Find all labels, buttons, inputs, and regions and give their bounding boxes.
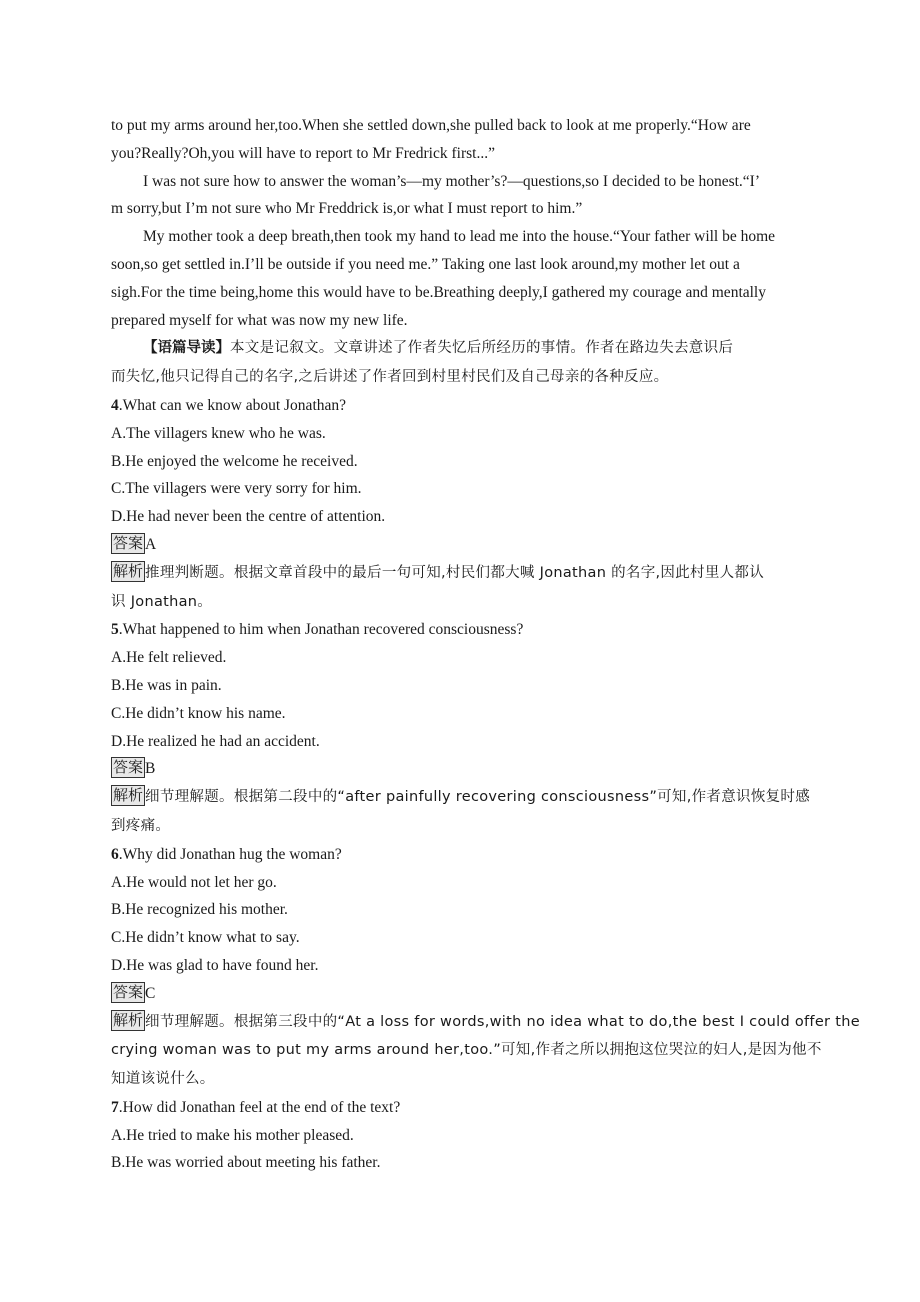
passage-line: My mother took a deep breath,then took my hand to lead me into the house.“Your father will be home [143, 228, 776, 246]
option: B.He recognized his mother. [111, 901, 288, 919]
answer-tag: 答案 [113, 982, 144, 1001]
option: D.He was glad to have found her. [111, 956, 319, 974]
option: C.He didn’t know his name. [111, 704, 286, 722]
passage-line: sigh.For the time being,home this would have to be.Breathing deeply,I gathered my courage and mentally [111, 283, 766, 301]
question-number: 5 [111, 621, 119, 639]
analysis-text: 知道该说什么。 [111, 1071, 215, 1088]
analysis-tag: 解析 [113, 1010, 144, 1029]
question-text: .Why did Jonathan hug the woman? [118, 845, 342, 863]
passage-paragraph-1 [111, 112, 809, 168]
question-5 [111, 616, 809, 840]
passage-line: you?Really?Oh,you will have to report to Mr Fredrick first...” [111, 144, 495, 162]
option: C.He didn’t know what to say. [111, 929, 300, 947]
question-text: .What can we know about Jonathan? [118, 396, 347, 414]
passage-line: soon,so get settled in.I’ll be outside if you need me.” Taking one last look around,my mother let out a [111, 255, 740, 273]
option: B.He was worried about meeting his father. [111, 1154, 381, 1172]
option: A.The villagers knew who he was. [111, 424, 326, 442]
question-text: .What happened to him when Jonathan recovered consciousness? [118, 621, 524, 639]
question-number: 7 [111, 1098, 119, 1116]
answer-tag: 答案 [113, 758, 144, 777]
analysis-text: 到疼痛。 [111, 817, 171, 834]
passage-line: to put my arms around her,too.When she settled down,she pulled back to look at me properly.“How are [111, 117, 751, 134]
question-4 [111, 392, 809, 616]
document-page [111, 112, 860, 1177]
option: A.He would not let her go. [111, 873, 277, 891]
option: B.He was in pain. [111, 676, 222, 694]
passage-line: m sorry,but I’m not sure who Mr Freddrick is,or what I must report to him.” [111, 200, 583, 218]
passage-line: I was not sure how to answer the woman’s—my mother’s?—questions,so I decided to be honest.“I’ [143, 172, 761, 190]
answer-value: A [145, 535, 157, 553]
question-text: .How did Jonathan feel at the end of the text? [118, 1098, 401, 1116]
passage-line: prepared myself for what was now my new life. [111, 311, 408, 329]
guide-text: 本文是记叙文。文章讲述了作者失忆后所经历的事情。作者在路边失去意识后 [230, 340, 734, 357]
guide-text: 而失忆,他只记得自己的名字,之后讲述了作者回到村里村民们及自己母亲的各种反应。 [111, 369, 669, 386]
question-6 [111, 841, 860, 1094]
question-number: 4 [111, 396, 119, 414]
analysis-text: 识 Jonathan。 [111, 593, 213, 610]
option: A.He felt relieved. [111, 649, 227, 667]
question-number: 6 [111, 845, 119, 863]
passage-paragraph-3 [111, 223, 809, 334]
answer-tag: 答案 [113, 533, 144, 552]
guide-label: 【语篇导读】 [143, 340, 230, 357]
option: B.He enjoyed the welcome he received. [111, 452, 358, 470]
option: D.He realized he had an accident. [111, 732, 320, 750]
discourse-guide [111, 334, 809, 392]
analysis-tag: 解析 [113, 786, 144, 805]
option: A.He tried to make his mother pleased. [111, 1126, 354, 1144]
passage-paragraph-2 [111, 168, 809, 224]
answer-value: B [145, 760, 156, 778]
question-7 [111, 1094, 809, 1177]
option: C.The villagers were very sorry for him. [111, 480, 362, 498]
analysis-text: crying woman was to put my arms around her,too.”可知,作者之所以拥抱这位哭泣的妇人,是因为他不 [111, 1042, 822, 1059]
option: D.He had never been the centre of attention. [111, 508, 386, 526]
answer-value: C [145, 984, 156, 1002]
analysis-tag: 解析 [113, 561, 144, 580]
analysis-text: 细节理解题。根据第三段中的“At a loss for words,with no idea what to do,the best I could offer the [145, 1013, 860, 1030]
analysis-text: 推理判断题。根据文章首段中的最后一句可知,村民们都大喊 Jonathan 的名字,因此村里人都认 [145, 564, 765, 581]
analysis-text: 细节理解题。根据第二段中的“after painfully recovering consciousness”可知,作者意识恢复时感 [145, 789, 811, 806]
